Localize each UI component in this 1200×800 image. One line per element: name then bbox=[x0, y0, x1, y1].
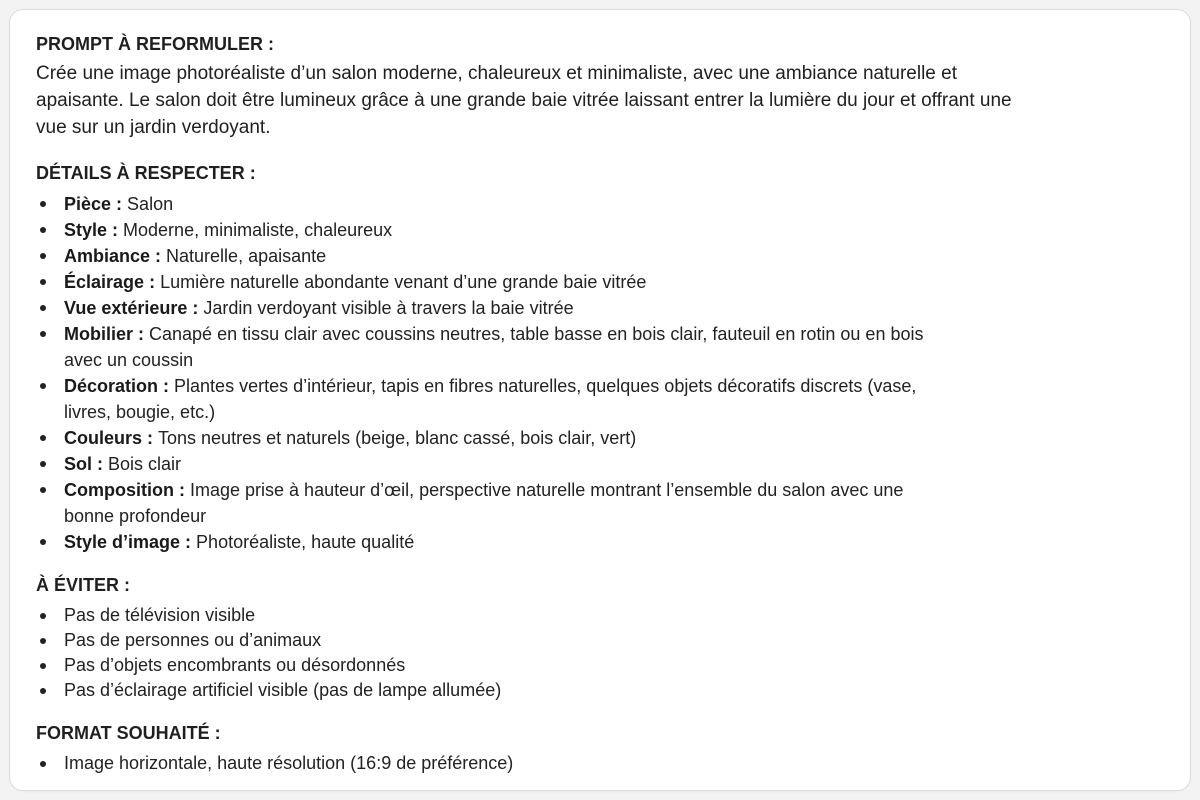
item-key: Style bbox=[64, 220, 108, 240]
item-separator: : bbox=[180, 532, 197, 552]
item-separator: : bbox=[174, 480, 190, 500]
item-key: Pièce bbox=[64, 194, 112, 214]
item-key: Décoration bbox=[64, 376, 159, 396]
item-key: Style d’image bbox=[64, 532, 181, 552]
item-value: Plantes vertes d’intérieur, tapis en fibres naturelles, quelques objets décoratifs discrets (vase, livres, bougie, etc.) bbox=[64, 376, 917, 422]
item-value: Photoréaliste, haute qualité bbox=[196, 532, 415, 552]
item-key: Mobilier bbox=[64, 324, 134, 344]
message-content bbox=[36, 32, 1116, 776]
list-item bbox=[36, 191, 944, 217]
list-item bbox=[36, 295, 944, 321]
list-item bbox=[36, 425, 944, 451]
list-item bbox=[36, 269, 944, 295]
item-key: Éclairage bbox=[64, 272, 145, 292]
item-value: Moderne, minimaliste, chaleureux bbox=[123, 220, 393, 240]
item-key: Vue extérieure bbox=[64, 298, 188, 318]
message-card bbox=[9, 9, 1191, 791]
item-separator: : bbox=[158, 376, 175, 396]
item-separator: : bbox=[144, 272, 161, 292]
item-separator: : bbox=[142, 428, 159, 448]
item-value: Jardin verdoyant visible à travers la baie vitrée bbox=[203, 298, 574, 318]
list-item: Pas de télévision visible bbox=[36, 603, 1116, 628]
item-separator: : bbox=[92, 454, 109, 474]
details-list bbox=[36, 191, 1116, 555]
item-value: Canapé en tissu clair avec coussins neutres, table basse en bois clair, fauteuil en rotin ou en bois avec un coussin bbox=[64, 324, 924, 370]
details-heading: DÉTAILS À RESPECTER : bbox=[36, 163, 256, 183]
list-item bbox=[36, 529, 944, 555]
format-heading: FORMAT SOUHAITÉ : bbox=[36, 723, 221, 743]
list-item bbox=[36, 451, 944, 477]
list-item bbox=[36, 243, 944, 269]
item-separator: : bbox=[150, 246, 167, 266]
item-separator: : bbox=[187, 298, 204, 318]
prompt-text: Crée une image photoréaliste d’un salon moderne, chaleureux et minimaliste, avec une ambiance naturelle et apaisante. Le salon doit être lumineux grâce à une grande baie vitrée laissant entrer la lumière du jour et offrant une vue sur un jardin verdoyant. bbox=[36, 63, 1012, 138]
avoid-list bbox=[36, 603, 1116, 703]
item-separator: : bbox=[133, 324, 150, 344]
avoid-heading: À ÉVITER : bbox=[36, 575, 131, 595]
item-value: Naturelle, apaisante bbox=[166, 246, 327, 266]
list-item bbox=[36, 373, 944, 425]
item-separator: : bbox=[107, 220, 124, 240]
item-value: Bois clair bbox=[108, 454, 182, 474]
list-item bbox=[36, 477, 944, 529]
item-key: Sol bbox=[64, 454, 93, 474]
item-value: Tons neutres et naturels (beige, blanc cassé, bois clair, vert) bbox=[158, 428, 637, 448]
item-value: Lumière naturelle abondante venant d’une grande baie vitrée bbox=[160, 272, 647, 292]
item-separator: : bbox=[111, 194, 128, 214]
item-key: Composition bbox=[64, 480, 174, 500]
item-key: Couleurs bbox=[64, 428, 143, 448]
list-item: Pas de personnes ou d’animaux bbox=[36, 628, 1116, 653]
item-key: Ambiance bbox=[64, 246, 151, 266]
list-item bbox=[36, 321, 944, 373]
list-item bbox=[36, 217, 944, 243]
list-item: Pas d’éclairage artificiel visible (pas de lampe allumée) bbox=[36, 678, 1116, 703]
item-value: Image prise à hauteur d’œil, perspective naturelle montrant l’ensemble du salon avec une bonne profondeur bbox=[64, 480, 904, 526]
prompt-heading: PROMPT À REFORMULER : bbox=[36, 34, 274, 54]
list-item: Image horizontale, haute résolution (16:9 de préférence) bbox=[36, 751, 1116, 776]
item-value: Salon bbox=[127, 194, 174, 214]
format-list bbox=[36, 751, 1116, 776]
list-item: Pas d’objets encombrants ou désordonnés bbox=[36, 653, 1116, 678]
